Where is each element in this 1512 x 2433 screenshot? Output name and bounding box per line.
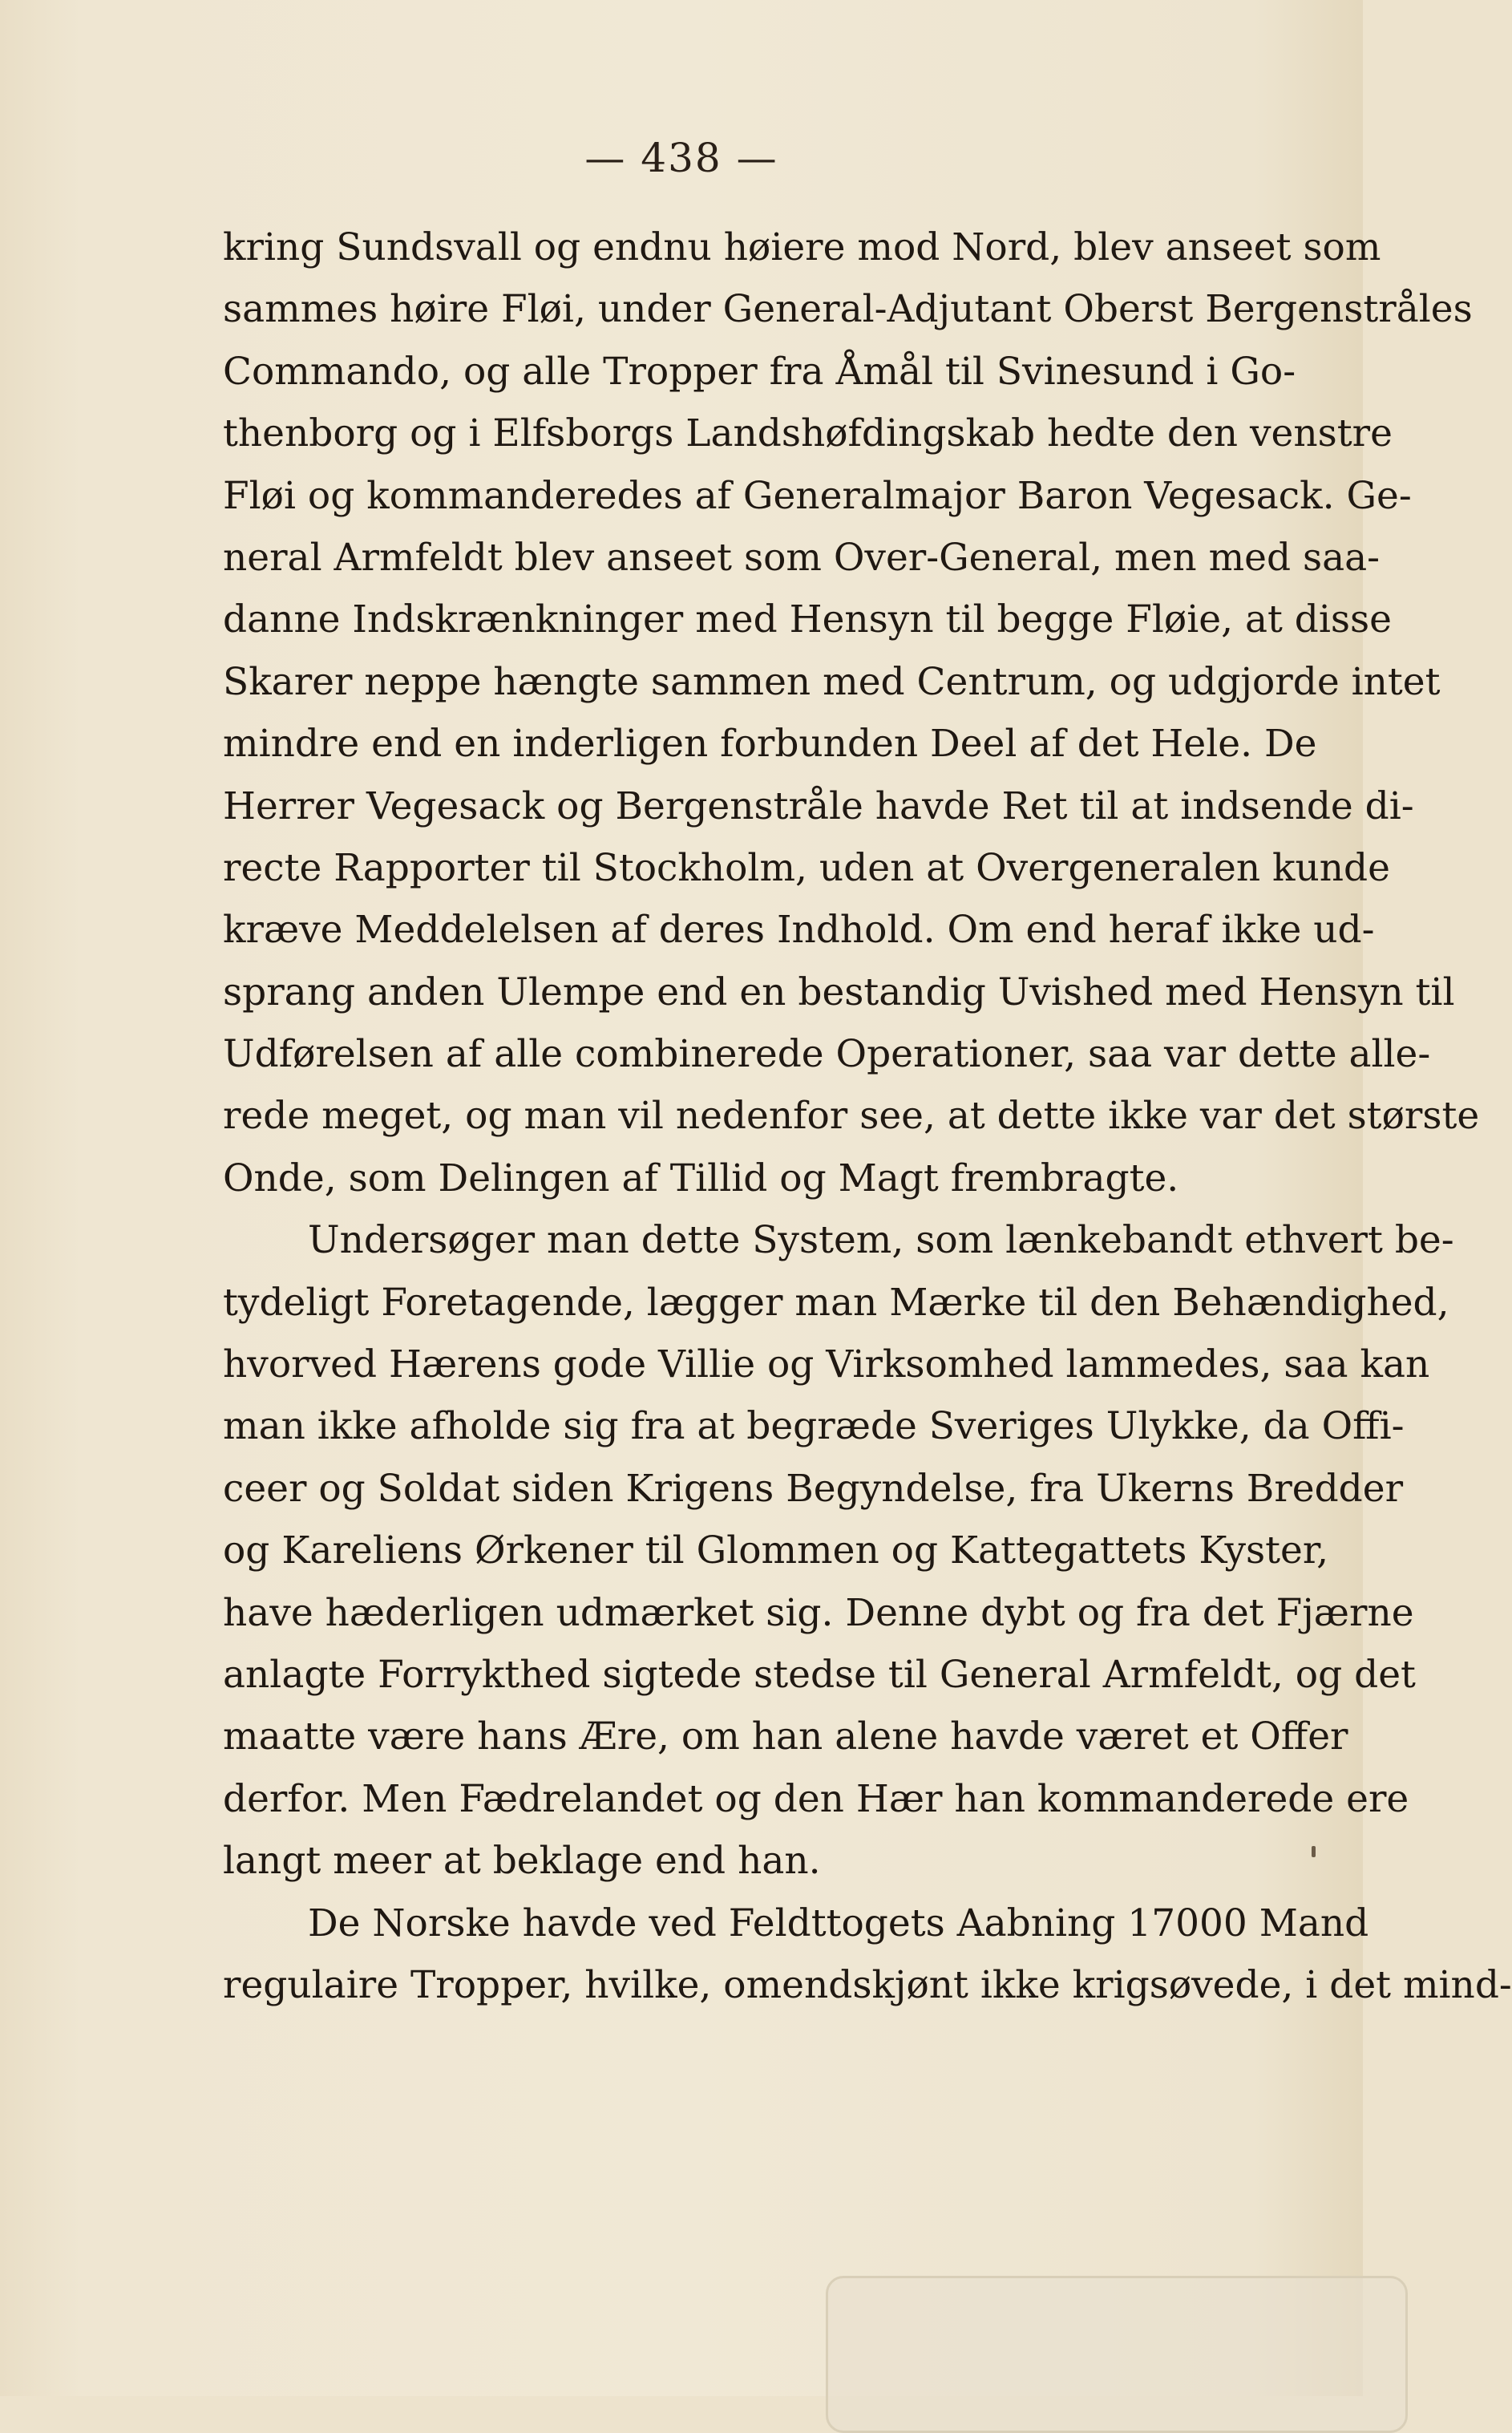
text-line: maatte være hans Ære, om han alene havde været et Offer bbox=[223, 1714, 1348, 1759]
text-line: Skarer neppe hængte sammen med Centrum, og udgjorde intet bbox=[223, 659, 1441, 704]
text-line: kræve Meddelelsen af deres Indhold. Om end heraf ikke ud- bbox=[223, 908, 1375, 953]
text-line: mindre end en inderligen forbunden Deel af det Hele. De bbox=[223, 722, 1317, 767]
text-line: Herrer Vegesack og Bergenstråle havde Ret til at indsende di- bbox=[223, 783, 1414, 828]
text-line: Undersøger man dette System, som lænkebandt ethvert be- bbox=[308, 1218, 1454, 1263]
text-line: rede meget, og man vil nedenfor see, at dette ikke var det største bbox=[223, 1094, 1480, 1139]
text-line: derfor. Men Fædrelandet og den Hær han kommanderede ere bbox=[223, 1776, 1409, 1821]
text-line: man ikke afholde sig fra at begræde Sveriges Ulykke, da Offi- bbox=[223, 1404, 1405, 1449]
text-line: hvorved Hærens gode Villie og Virksomhed lammedes, saa kan bbox=[223, 1342, 1430, 1387]
library-stamp-frame bbox=[826, 2276, 1408, 2433]
body-text bbox=[223, 217, 1512, 2016]
page-number: — 438 — bbox=[584, 135, 778, 181]
text-line: danne Indskrænkninger med Hensyn til begge Fløie, at disse bbox=[223, 597, 1392, 642]
text-line: regulaire Tropper, hvilke, omendskjønt ikke krigsøvede, i det mind- bbox=[223, 1962, 1512, 2007]
text-line: tydeligt Foretagende, lægger man Mærke til den Behændighed, bbox=[223, 1280, 1449, 1325]
text-line: thenborg og i Elfsborgs Landshøfdingskab hedte den venstre bbox=[223, 411, 1393, 456]
text-line: neral Armfeldt blev anseet som Over-General, men med saa- bbox=[223, 535, 1381, 580]
text-line: Udførelsen af alle combinerede Operationer, saa var dette alle- bbox=[223, 1032, 1431, 1077]
text-line: langt meer at beklage end han. bbox=[223, 1839, 821, 1884]
text-line: Onde, som Delingen af Tillid og Magt frembragte. bbox=[223, 1156, 1179, 1200]
text-line: sprang anden Ulempe end en bestandig Uvished med Hensyn til bbox=[223, 970, 1455, 1014]
text-line: Fløi og kommanderedes af Generalmajor Baron Vegesack. Ge- bbox=[223, 473, 1412, 518]
text-line: anlagte Forrykthed sigtede stedse til General Armfeldt, og det bbox=[223, 1652, 1416, 1697]
text-line: recte Rapporter til Stockholm, uden at Overgeneralen kunde bbox=[223, 845, 1390, 890]
text-line: Commando, og alle Tropper fra Åmål til Svinesund i Go- bbox=[223, 349, 1296, 394]
text-line: De Norske havde ved Feldttogets Aabning 17000 Mand bbox=[308, 1901, 1369, 1945]
text-line: have hæderligen udmærket sig. Denne dybt og fra det Fjærne bbox=[223, 1590, 1414, 1635]
ink-speck bbox=[1312, 1846, 1316, 1857]
text-line: sammes høire Fløi, under General-Adjutant Oberst Bergenstråles bbox=[223, 287, 1473, 332]
text-line: ceer og Soldat siden Krigens Begyndelse, fra Ukerns Bredder bbox=[223, 1466, 1404, 1511]
text-line: kring Sundsvall og endnu høiere mod Nord, blev anseet som bbox=[223, 225, 1381, 269]
text-line: og Kareliens Ørkener til Glommen og Kattegattets Kyster, bbox=[223, 1528, 1329, 1573]
